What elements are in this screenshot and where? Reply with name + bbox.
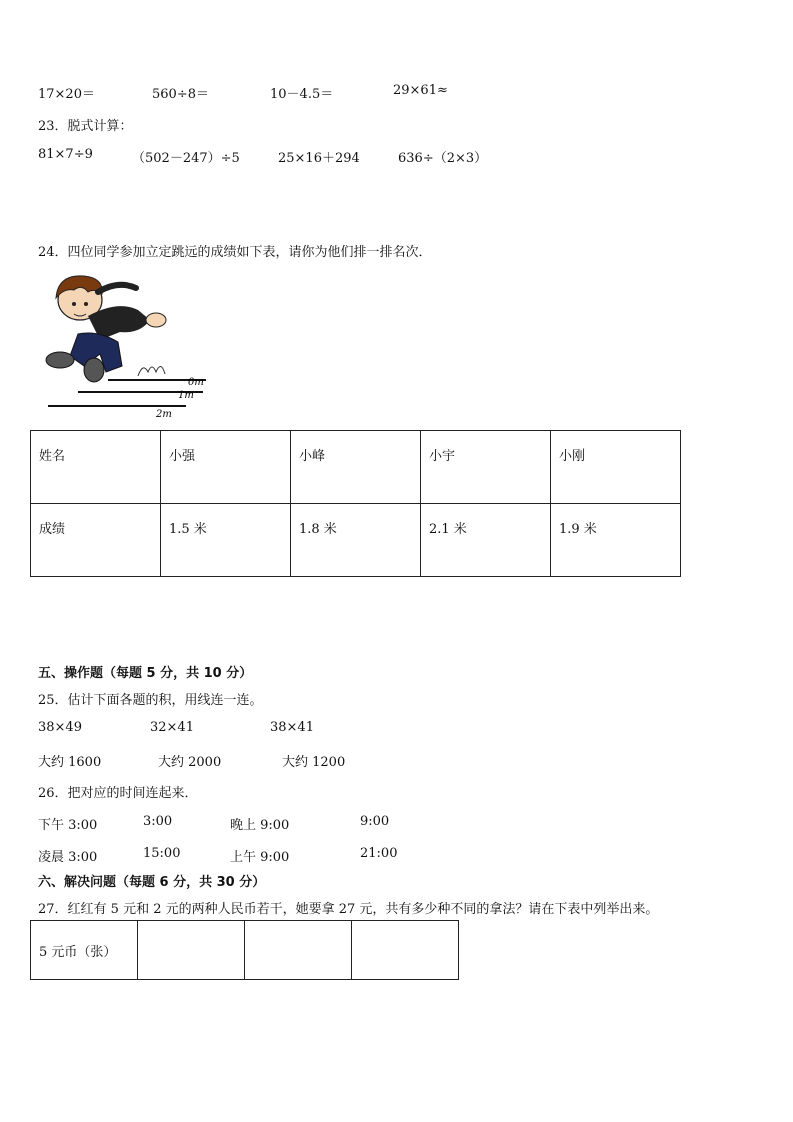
q25-estimate-2: 大约 2000 <box>158 755 222 770</box>
section-6-heading: 六、解决问题（每题 6 分，共 30 分） <box>38 875 266 890</box>
long-jump-illustration <box>38 272 218 422</box>
q25-product-2: 32×41 <box>150 720 194 735</box>
q26-r1-4: 9:00 <box>360 814 390 829</box>
table-cell <box>138 921 245 980</box>
q22-item-3: 10－4.5＝ <box>270 87 334 102</box>
section-5-heading: 五、操作题（每题 5 分，共 10 分） <box>38 666 253 681</box>
table-row <box>31 921 459 980</box>
q26-r2-4: 21:00 <box>360 846 398 861</box>
table-cell: 小强 <box>161 431 291 504</box>
jump-results-table <box>30 430 681 577</box>
q23-item-2: （502－247）÷5 <box>132 151 240 166</box>
mark-0m: 0m <box>188 377 204 388</box>
mark-1m: 1m <box>178 390 194 401</box>
q27-table <box>30 920 459 980</box>
table-cell: 2.1 米 <box>421 504 551 577</box>
q25-title: 25．估计下面各题的积，用线连一连。 <box>38 693 263 708</box>
table-cell <box>245 921 352 980</box>
q22-item-1: 17×20＝ <box>38 87 95 102</box>
table-cell: 小刚 <box>551 431 681 504</box>
q26-r1-1: 下午 3:00 <box>38 818 98 833</box>
q24-title: 24．四位同学参加立定跳远的成绩如下表，请你为他们排一排名次． <box>38 245 432 260</box>
table-cell: 小峰 <box>291 431 421 504</box>
table-cell: 成绩 <box>31 504 161 577</box>
q27-title: 27．红红有 5 元和 2 元的两种人民币若干，她要拿 27 元，共有多少种不同的拿法？请在下表中列举出来。 <box>38 902 659 917</box>
table-cell: 1.9 米 <box>551 504 681 577</box>
table-row <box>31 504 681 577</box>
q23-item-3: 25×16＋294 <box>278 151 360 166</box>
mark-2m: 2m <box>156 409 172 420</box>
q22-item-2: 560÷8＝ <box>152 87 209 102</box>
table-row <box>31 431 681 504</box>
q26-r2-1: 凌晨 3:00 <box>38 850 98 865</box>
q23-item-1: 81×7÷9 <box>38 147 93 162</box>
table-cell: 1.5 米 <box>161 504 291 577</box>
table-cell: 5 元币（张） <box>31 921 138 980</box>
q25-product-3: 38×41 <box>270 720 314 735</box>
q26-r2-2: 15:00 <box>143 846 181 861</box>
table-cell: 小宇 <box>421 431 551 504</box>
q23-item-4: 636÷（2×3） <box>398 151 488 166</box>
q25-estimate-1: 大约 1600 <box>38 755 102 770</box>
table-cell <box>352 921 459 980</box>
q26-r1-2: 3:00 <box>143 814 173 829</box>
q26-title: 26．把对应的时间连起来． <box>38 786 198 801</box>
q23-title: 23．脱式计算： <box>38 119 133 134</box>
q22-item-4: 29×61≈ <box>393 83 448 98</box>
q26-r1-3: 晚上 9:00 <box>230 818 290 833</box>
q26-r2-3: 上午 9:00 <box>230 850 290 865</box>
table-cell: 1.8 米 <box>291 504 421 577</box>
table-cell: 姓名 <box>31 431 161 504</box>
q25-estimate-3: 大约 1200 <box>282 755 346 770</box>
q25-product-1: 38×49 <box>38 720 82 735</box>
